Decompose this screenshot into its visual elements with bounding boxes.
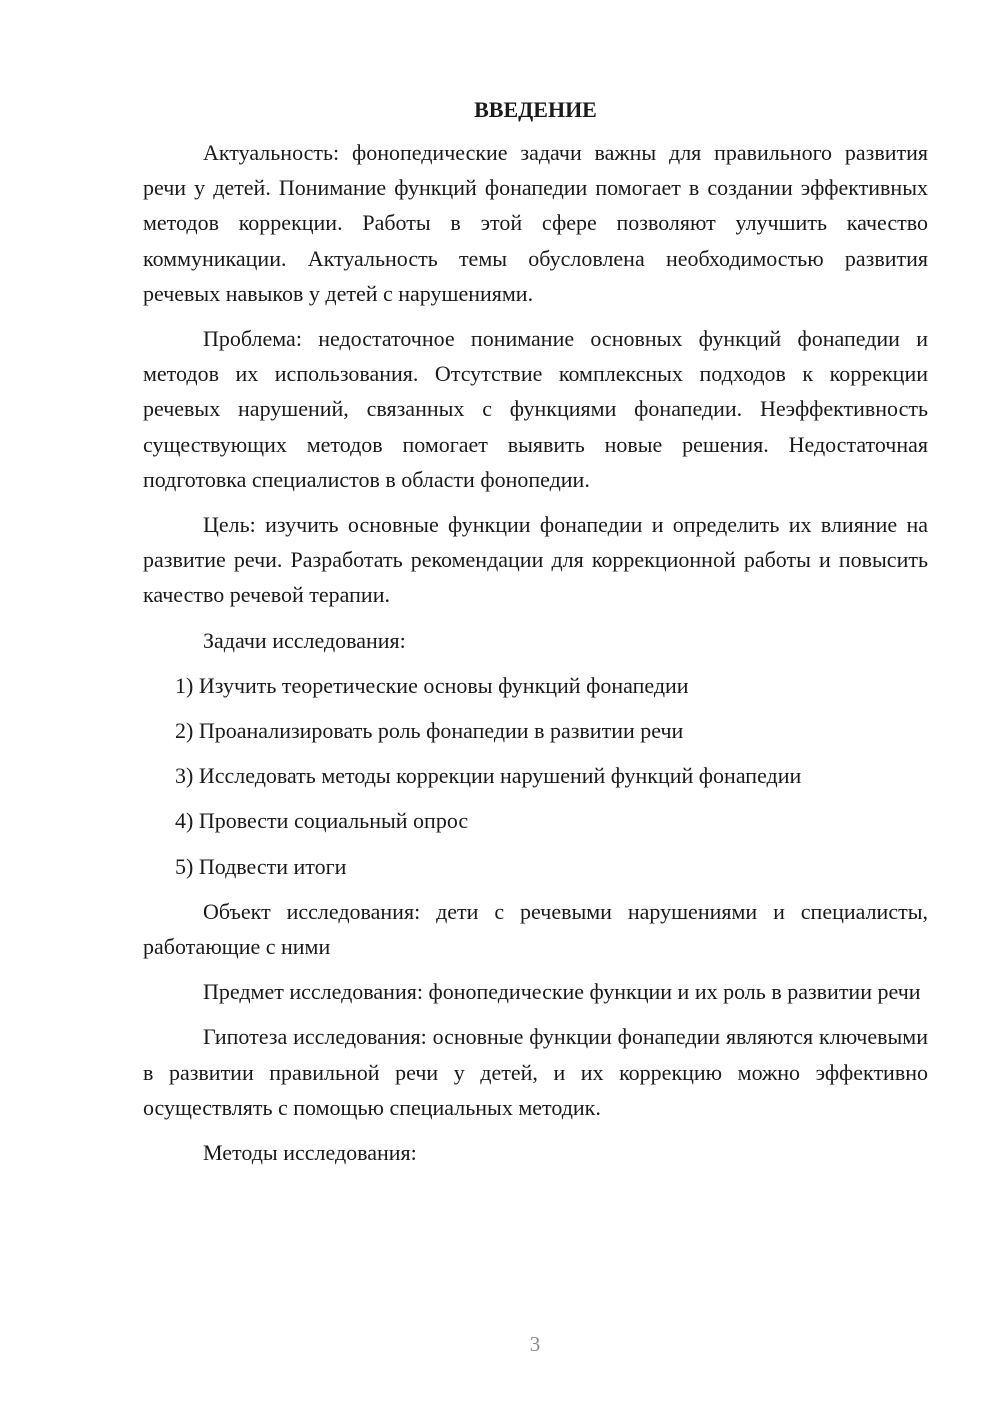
section-title: ВВЕДЕНИЕ [474,97,597,122]
paragraph-hypothesis: Гипотеза исследования: основные функции фонапедии являются ключевыми в развитии правильной речи у детей, и их коррекцию можно эффективно осуществлять с помощью специальных методик. [143,1024,928,1120]
tasks-list [143,668,928,884]
paragraph-relevance: Актуальность: фонопедические задачи важны для правильного развития речи у детей. Понимание функций фонапедии помогает в создании эффективных методов коррекции. Работы в этой сфере позволяют улучшить качество коммуникации. Актуальность темы обусловлена необходимостью развития речевых навыков у детей с нарушениями. [143,140,928,306]
paragraph-goal: Цель: изучить основные функции фонапедии и определить их влияние на развитие речи. Разработать рекомендации для коррекционной работы и повысить качество речевой терапии. [143,512,928,608]
page-content [143,92,928,1180]
paragraph-object: Объект исследования: дети с речевыми нарушениями и специалисты, работающие с ними [143,898,928,960]
list-item: 4) Провести социальный опрос [175,808,469,834]
list-item: 1) Изучить теоретические основы функций фонапедии [175,672,689,698]
methods-heading: Методы исследования: [203,1140,417,1166]
page-number: 3 [529,1332,541,1356]
paragraph-subject: Предмет исследования: фонопедические функции и их роль в развитии речи [203,979,921,1005]
paragraph-problem: Проблема: недостаточное понимание основных функций фонапедии и методов их использования. Отсутствие комплексных подходов к коррекции речевых нарушений, связанных с функциями фонапедии. Неэффективность существующих методов помогает выявить новые решения. Недостаточная подготовка специалистов в области фонопедии. [143,326,928,492]
tasks-heading: Задачи исследования: [203,627,406,653]
list-item: 5) Подвести итоги [175,853,347,879]
list-item: 2) Проанализировать роль фонапедии в развитии речи [175,718,684,744]
list-item: 3) Исследовать методы коррекции нарушений функций фонапедии [175,763,802,789]
